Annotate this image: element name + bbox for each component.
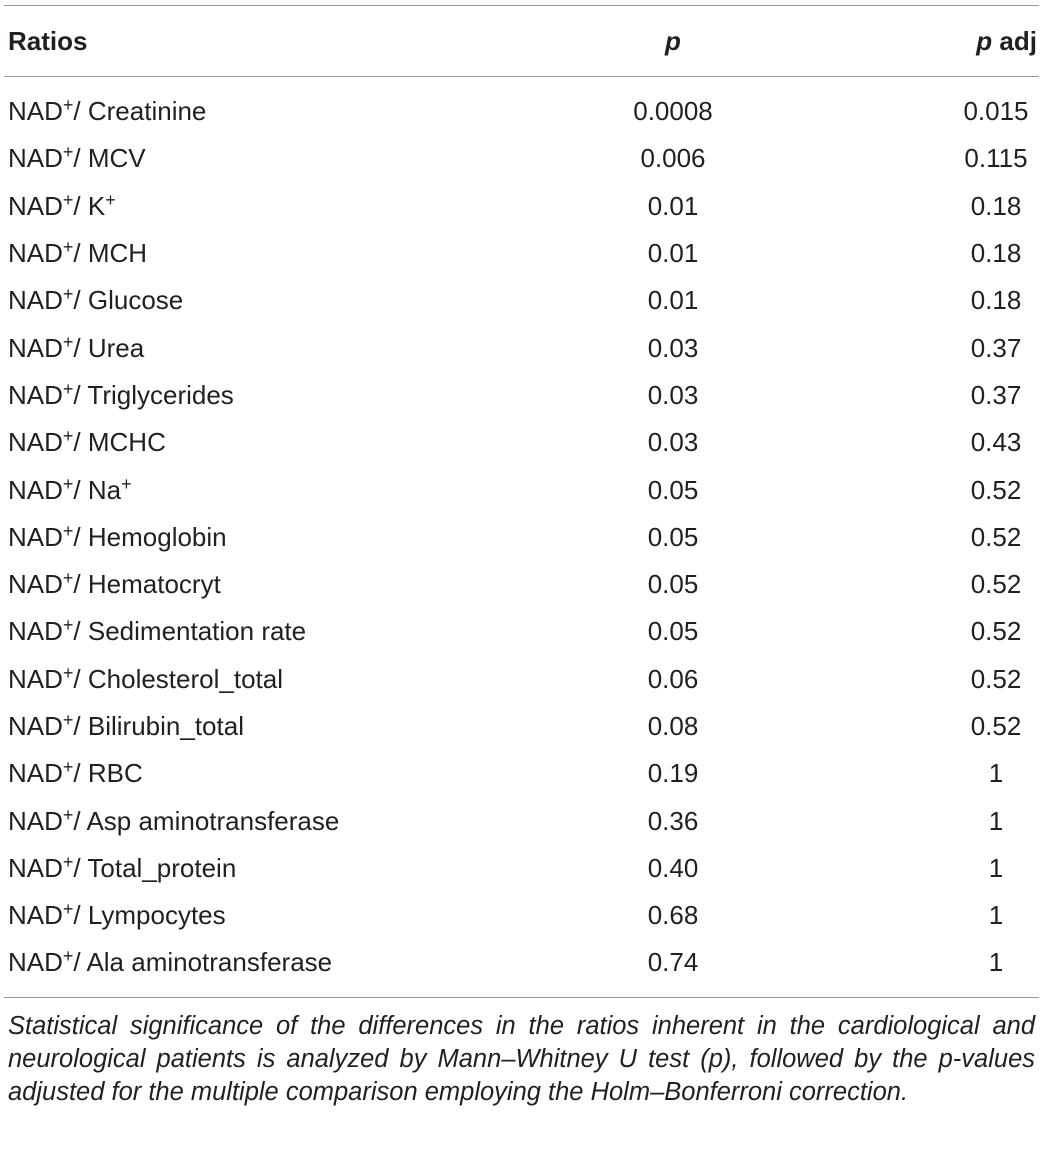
p-value-cell: 0.05 (647, 616, 699, 647)
p-value-cell: 0.03 (647, 332, 699, 363)
ratio-cell (4, 238, 568, 269)
p-adj-value-cell: 0.52 (970, 663, 1022, 694)
ratio-separator: / (73, 663, 88, 694)
ratio-cell (4, 143, 568, 174)
ratio-numerator: NAD (8, 569, 63, 600)
p-adj-value-cell: 0.18 (970, 238, 1022, 269)
ratio-numerator: NAD (8, 332, 63, 363)
ratio-numerator: NAD (8, 190, 63, 221)
ratio-numerator: NAD (8, 96, 63, 127)
ratio-cell (4, 806, 568, 837)
p-value-cell: 0.40 (647, 852, 699, 883)
ratio-numerator: NAD (8, 900, 63, 931)
ratio-separator: / (73, 379, 88, 410)
numerator-charge: + (62, 615, 74, 636)
table-row (4, 372, 1039, 419)
ratio-cell (4, 900, 568, 931)
p-adj-value-cell: 1 (988, 947, 1004, 978)
ratio-numerator: NAD (8, 521, 63, 552)
numerator-charge: + (62, 568, 74, 589)
table-row (4, 88, 1039, 135)
ratio-denominator: Hemoglobin (87, 521, 227, 552)
table-row (4, 703, 1039, 750)
p-adj-value-cell: 0.52 (970, 521, 1022, 552)
p-adj-value-cell: 0.015 (963, 96, 1029, 127)
numerator-charge: + (62, 142, 74, 163)
ratio-denominator: Bilirubin_total (87, 711, 244, 741)
ratio-cell (4, 569, 568, 600)
p-adj-value-cell: 0.37 (970, 332, 1022, 363)
ratio-separator: / (73, 900, 88, 931)
p-adj-value-cell: 0.43 (970, 427, 1022, 458)
table-row (4, 608, 1039, 655)
ratio-numerator: NAD (8, 427, 63, 458)
ratio-separator: / (73, 96, 88, 127)
p-value-cell: 0.05 (647, 474, 699, 505)
ratio-denominator: Asp aminotransferase (86, 805, 340, 836)
table-row (4, 324, 1039, 371)
ratio-separator: / (73, 569, 88, 600)
ratio-numerator: NAD (8, 852, 63, 883)
p-adj-value-cell: 0.18 (970, 190, 1022, 221)
ratio-cell (4, 380, 568, 411)
ratio-denominator: MCV (87, 143, 146, 174)
p-adj-value-cell: 0.18 (970, 285, 1022, 316)
numerator-charge: + (62, 757, 74, 778)
p-value-cell: 0.03 (647, 427, 699, 458)
ratio-separator: / (73, 143, 88, 174)
ratio-cell (4, 191, 568, 222)
p-adj-value-cell: 0.52 (970, 569, 1022, 600)
ratio-numerator: NAD (8, 379, 63, 410)
ratio-cell (4, 853, 568, 884)
numerator-charge: + (62, 426, 74, 447)
p-value-cell: 0.01 (647, 238, 699, 269)
ratio-denominator: MCHC (87, 427, 166, 458)
ratio-cell (4, 475, 568, 506)
table-row (4, 230, 1039, 277)
p-value-cell: 0.36 (647, 805, 699, 836)
table-header-row (4, 6, 1039, 76)
p-value-cell: 0.01 (647, 190, 699, 221)
ratio-cell (4, 758, 568, 789)
numerator-charge: + (62, 520, 74, 541)
ratios-table (4, 5, 1039, 1109)
table-row (4, 797, 1039, 844)
ratio-separator: / (73, 427, 88, 458)
numerator-charge: + (62, 473, 74, 494)
p-adj-value-cell: 1 (988, 900, 1004, 931)
ratio-denominator: Sedimentation rate (87, 616, 307, 647)
ratio-separator: / (73, 332, 88, 363)
ratio-separator: / (73, 238, 88, 269)
ratio-denominator: RBC (87, 758, 143, 789)
table-footnote: Statistical significance of the differences in the ratios inherent in the cardiological and neurological patients is analyzed by Mann–Whitney U test (p), followed by the p-values adjusted for the multiple comparison employing the Holm–Bonferroni correction. (8, 1011, 1035, 1106)
header-p-adj-italic: p (976, 25, 993, 56)
header-p-adj-plain: adj (999, 25, 1037, 56)
header-p-adj (778, 26, 1039, 57)
ratio-cell (4, 333, 568, 364)
p-value-cell: 0.05 (647, 569, 699, 600)
ratio-numerator: NAD (8, 805, 63, 836)
p-value-cell: 0.0008 (633, 96, 713, 127)
table-row (4, 466, 1039, 513)
p-value-cell: 0.05 (647, 521, 699, 552)
p-value-cell: 0.08 (647, 711, 699, 741)
p-adj-value-cell: 0.115 (964, 143, 1028, 174)
table-row (4, 514, 1039, 561)
table-row (4, 277, 1039, 324)
p-adj-value-cell: 0.52 (970, 616, 1022, 647)
numerator-charge: + (62, 189, 74, 210)
denominator-charge: + (121, 473, 132, 494)
ratio-separator: / (73, 285, 88, 316)
ratio-cell (4, 664, 568, 695)
table-row (4, 183, 1039, 230)
ratio-denominator: Creatinine (87, 96, 207, 127)
p-value-cell: 0.01 (647, 285, 699, 316)
p-adj-value-cell: 1 (988, 758, 1004, 789)
ratio-separator: / (73, 474, 88, 505)
ratio-cell (4, 711, 568, 742)
ratio-separator: / (73, 805, 87, 836)
p-value-cell: 0.19 (647, 758, 699, 789)
table-row (4, 939, 1039, 986)
ratio-separator: / (73, 947, 87, 978)
table-row (4, 845, 1039, 892)
ratio-separator: / (73, 616, 88, 647)
ratio-numerator: NAD (8, 711, 63, 741)
ratio-separator: / (73, 190, 88, 221)
numerator-charge: + (62, 851, 74, 872)
ratio-numerator: NAD (8, 616, 63, 647)
ratio-numerator: NAD (8, 474, 63, 505)
p-adj-value-cell: 1 (988, 805, 1004, 836)
p-adj-value-cell: 0.52 (970, 711, 1022, 741)
denominator-charge: + (105, 189, 116, 210)
ratio-denominator: Lympocytes (87, 900, 226, 931)
ratio-denominator: K (87, 190, 106, 221)
ratio-denominator: Glucose (87, 285, 184, 316)
p-value-cell: 0.06 (647, 663, 699, 694)
table-row (4, 135, 1039, 182)
ratio-cell (4, 285, 568, 316)
numerator-charge: + (62, 946, 74, 967)
ratio-denominator: Hematocryt (87, 569, 221, 600)
ratio-separator: / (73, 711, 88, 741)
ratio-numerator: NAD (8, 947, 63, 978)
numerator-charge: + (62, 662, 74, 683)
ratio-separator: / (73, 521, 88, 552)
ratio-separator: / (73, 852, 88, 883)
numerator-charge: + (62, 237, 74, 258)
ratio-denominator: Total_protein (87, 852, 237, 883)
ratio-numerator: NAD (8, 143, 63, 174)
p-adj-value-cell: 0.37 (970, 379, 1022, 410)
p-value-cell: 0.68 (647, 900, 699, 931)
p-value-cell: 0.006 (640, 143, 706, 174)
p-adj-value-cell: 0.52 (970, 474, 1022, 505)
numerator-charge: + (62, 804, 74, 825)
ratio-cell (4, 947, 568, 978)
ratio-cell (4, 96, 568, 127)
p-value-cell: 0.03 (647, 379, 699, 410)
numerator-charge: + (62, 284, 74, 305)
p-value-cell: 0.74 (647, 947, 699, 978)
numerator-charge: + (62, 899, 74, 920)
ratio-numerator: NAD (8, 663, 63, 694)
ratio-numerator: NAD (8, 285, 63, 316)
ratio-cell (4, 522, 568, 553)
table-row (4, 561, 1039, 608)
ratio-denominator: Cholesterol_total (87, 663, 283, 694)
numerator-charge: + (62, 378, 74, 399)
table-row (4, 750, 1039, 797)
ratio-denominator: Urea (87, 332, 145, 363)
table-row (4, 656, 1039, 703)
ratio-numerator: NAD (8, 758, 63, 789)
numerator-charge: + (62, 710, 74, 730)
table-body (4, 77, 1039, 987)
table-row (4, 419, 1039, 466)
ratio-numerator: NAD (8, 238, 63, 269)
header-ratios: Ratios (8, 25, 88, 56)
ratio-cell (4, 616, 568, 647)
numerator-charge: + (62, 95, 74, 116)
ratio-cell (4, 427, 568, 458)
ratio-denominator: Ala aminotransferase (86, 947, 333, 978)
table-row (4, 892, 1039, 939)
numerator-charge: + (62, 331, 74, 352)
p-adj-value-cell: 1 (988, 852, 1004, 883)
header-p: p (665, 25, 681, 56)
ratio-denominator: MCH (87, 238, 148, 269)
ratio-denominator: Triglycerides (87, 379, 234, 410)
ratio-separator: / (73, 758, 88, 789)
ratio-denominator: Na (87, 474, 122, 505)
